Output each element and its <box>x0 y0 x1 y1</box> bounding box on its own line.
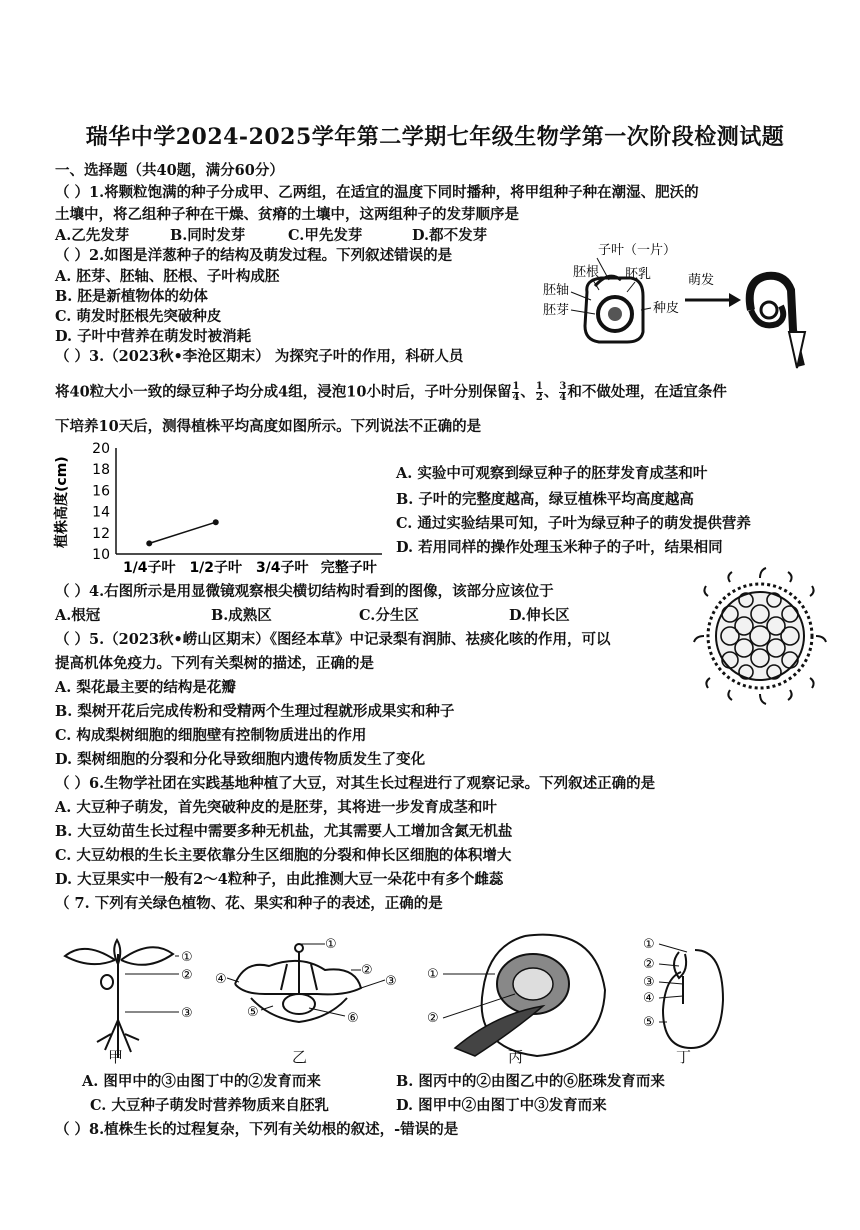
flower-marker-2: ② <box>361 963 373 978</box>
series-line <box>149 522 216 543</box>
q5-option-d: D. 梨树细胞的分裂和分化导致细胞内遗传物质发生了变化 <box>55 751 426 768</box>
seed-marker-5: ⑤ <box>643 1015 655 1030</box>
fraction-quarter: $\frac{1}{4}$ <box>512 381 520 403</box>
q3-line2-b: 和不做处理，在适宜条件 <box>567 383 727 401</box>
label-radicle: 胚根 <box>573 265 600 280</box>
fraction-half: $\frac{1}{2}$ <box>535 381 543 403</box>
q4-option-a: A.根冠 <box>55 607 101 624</box>
page-title: 瑞华中学2024-2025学年第二学期七年级生物学第一次阶段检测试题 <box>85 124 785 150</box>
y-tick-label: 16 <box>92 483 110 500</box>
plant-figures <box>55 930 755 1070</box>
q5-option-a: A. 梨花最主要的结构是花瓣 <box>55 679 236 696</box>
q1-option-b: B.同时发芽 <box>170 227 246 244</box>
q3-line2: 将40粒大小一致的绿豆种子均分成4组，浸泡10小时后，子叶分别保留 $\frac{1}{4}$ 、 $\frac{1}{2}$ 、 $\frac{3}{4}$ 和不做处理，在适宜条件 <box>55 381 727 403</box>
caption-yi: 乙 <box>292 1048 308 1066</box>
q6-stem: （ ）6.生物学社团在实践基地种植了大豆，对其生长过程进行了观察记录。下列叙述正确的是 <box>55 775 656 792</box>
q6-option-a: A. 大豆种子萌发，首先突破种皮的是胚芽，其将进一步发育成茎和叶 <box>55 799 497 816</box>
q2-option-c: C. 萌发时胚根先突破种皮 <box>55 308 222 325</box>
q2-option-a: A. 胚芽、胚轴、胚根、子叶构成胚 <box>55 268 280 285</box>
q1-options <box>55 226 487 246</box>
data-point <box>146 540 152 546</box>
flower-marker-5: ⑤ <box>247 1005 259 1020</box>
q5-line2: 提高机体免疫力。下列有关梨树的描述，正确的是 <box>55 655 374 672</box>
q2-option-d: D. 子叶中营养在萌发时被消耗 <box>55 328 252 345</box>
q6-option-c: C. 大豆幼根的生长主要依靠分生区细胞的分裂和伸长区细胞的体积增大 <box>55 847 512 864</box>
q3-option-a: A. 实验中可观察到绿豆种子的胚芽发育成茎和叶 <box>396 465 708 482</box>
seed-marker-2: ② <box>643 957 655 972</box>
y-tick-label: 10 <box>92 547 110 563</box>
q4-option-c: C.分生区 <box>359 607 419 624</box>
q5-option-b: B. 梨树开花后完成传粉和受精两个生理过程就形成果实和种子 <box>55 703 455 720</box>
root-cross-section-figure <box>690 566 830 706</box>
seedling-marker-2: ② <box>181 968 193 983</box>
q8-stem: （ ）8.植株生长的过程复杂，下列有关幼根的叙述，-错误的是 <box>55 1121 459 1138</box>
q4-stem: （ ）4.右图所示是用显微镜观察根尖横切结构时看到的图像，该部分应该位于 <box>55 583 554 600</box>
chart-y-axis-label: 植株高度(cm) <box>54 456 70 548</box>
flower-marker-1: ① <box>325 937 337 952</box>
q5-line1: （ ）5.（2023秋•崂山区期末）《图经本草》中记录梨有润肺、祛痰化咳的作用，可以 <box>55 631 611 648</box>
seed-diagram <box>659 944 723 1048</box>
q2-stem: （ ）2.如图是洋葱种子的结构及萌发过程。下列叙述错误的是 <box>55 247 453 264</box>
section-heading: 一、选择题（共40题，满分60分） <box>55 162 284 179</box>
height-chart <box>52 438 392 578</box>
y-tick-label: 12 <box>92 525 110 542</box>
q1-option-d: D.都不发芽 <box>412 227 488 244</box>
flower-marker-4: ④ <box>215 972 227 987</box>
q6-option-b: B. 大豆幼苗生长过程中需要多种无机盐，尤其需要人工增加含氮无机盐 <box>55 823 513 840</box>
x-tick-label: 完整子叶 <box>320 560 377 576</box>
x-tick-label: 1/4子叶 <box>122 560 176 576</box>
q1-option-a: A.乙先发芽 <box>55 227 130 244</box>
label-plumule: 胚芽 <box>543 303 570 318</box>
q7-stem: （ 7. 下列有关绿色植物、花、果实和种子的表述，正确的是 <box>55 895 443 912</box>
q7-option-b: B. 图丙中的②由图乙中的⑥胚珠发育而来 <box>396 1073 665 1090</box>
label-endosperm: 胚乳 <box>625 267 652 282</box>
q3-line2-a: 将40粒大小一致的绿豆种子均分成4组，浸泡10小时后，子叶分别保留 <box>55 383 512 401</box>
seed-marker-3: ③ <box>643 975 655 990</box>
q4-option-d: D.伸长区 <box>509 607 570 624</box>
q3-line1: （ ）3.（2023秋•李沧区期末） 为探究子叶的作用，科研人员 <box>55 348 464 365</box>
fruit-diagram <box>443 935 605 1056</box>
x-tick-label: 3/4子叶 <box>255 560 309 576</box>
data-point <box>213 519 219 525</box>
fraction-three-quarters: $\frac{3}{4}$ <box>559 381 567 403</box>
seedling-diagram <box>65 940 179 1058</box>
q1-option-c: C.甲先发芽 <box>288 227 363 244</box>
label-seed-coat: 种皮 <box>653 301 680 316</box>
q3-option-c: C. 通过实验结果可知，子叶为绿豆种子的萌发提供营养 <box>396 515 751 532</box>
fruit-marker-2: ② <box>427 1011 439 1026</box>
label-cotyledon: 子叶（一片） <box>598 243 677 258</box>
flower-marker-6: ⑥ <box>347 1011 359 1026</box>
seed-marker-1: ① <box>643 937 655 952</box>
q4-option-b: B.成熟区 <box>211 607 272 624</box>
y-tick-label: 20 <box>92 441 110 457</box>
onion-seed-figure <box>535 240 835 370</box>
seedling-marker-3: ③ <box>181 1006 193 1021</box>
q4-options <box>55 606 570 626</box>
label-hypocotyl: 胚轴 <box>543 283 570 298</box>
y-tick-label: 18 <box>92 462 110 479</box>
q7-option-d: D. 图甲中②由图丁中③发育而来 <box>396 1097 607 1114</box>
q7-option-a: A. 图甲中的③由图丁中的②发育而来 <box>82 1073 321 1090</box>
q3-line3: 下培养10天后，测得植株平均高度如图所示。下列说法不正确的是 <box>55 418 482 435</box>
caption-bing: 丙 <box>508 1048 524 1066</box>
y-tick-label: 14 <box>92 504 110 521</box>
x-tick-label: 1/2子叶 <box>189 560 243 576</box>
q1-line1: （ ）1.将颗粒饱满的种子分成甲、乙两组，在适宜的温度下同时播种，将甲组种子种在潮湿、肥沃的 <box>55 184 699 201</box>
q7-option-c: C. 大豆种子萌发时营养物质来自胚乳 <box>90 1097 329 1114</box>
caption-jia: 甲 <box>108 1048 124 1066</box>
label-germination: 萌发 <box>688 273 715 288</box>
q3-option-d: D. 若用同样的操作处理玉米种子的子叶，结果相同 <box>396 539 723 556</box>
fruit-marker-1: ① <box>427 967 439 982</box>
q6-option-d: D. 大豆果实中一般有2～4粒种子，由此推测大豆一朵花中有多个雌蕊 <box>55 871 504 888</box>
q5-option-c: C. 构成梨树细胞的细胞壁有控制物质进出的作用 <box>55 727 367 744</box>
caption-ding: 丁 <box>676 1048 692 1066</box>
q3-option-b: B. 子叶的完整度越高，绿豆植株平均高度越高 <box>396 491 694 508</box>
q2-option-b: B. 胚是新植物体的幼体 <box>55 288 208 305</box>
seed-marker-4: ④ <box>643 991 655 1006</box>
seedling-marker-1: ① <box>181 950 193 965</box>
flower-marker-3: ③ <box>385 974 397 989</box>
q1-line2: 土壤中，将乙组种子种在干燥、贫瘠的土壤中，这两组种子的发芽顺序是 <box>55 206 519 223</box>
